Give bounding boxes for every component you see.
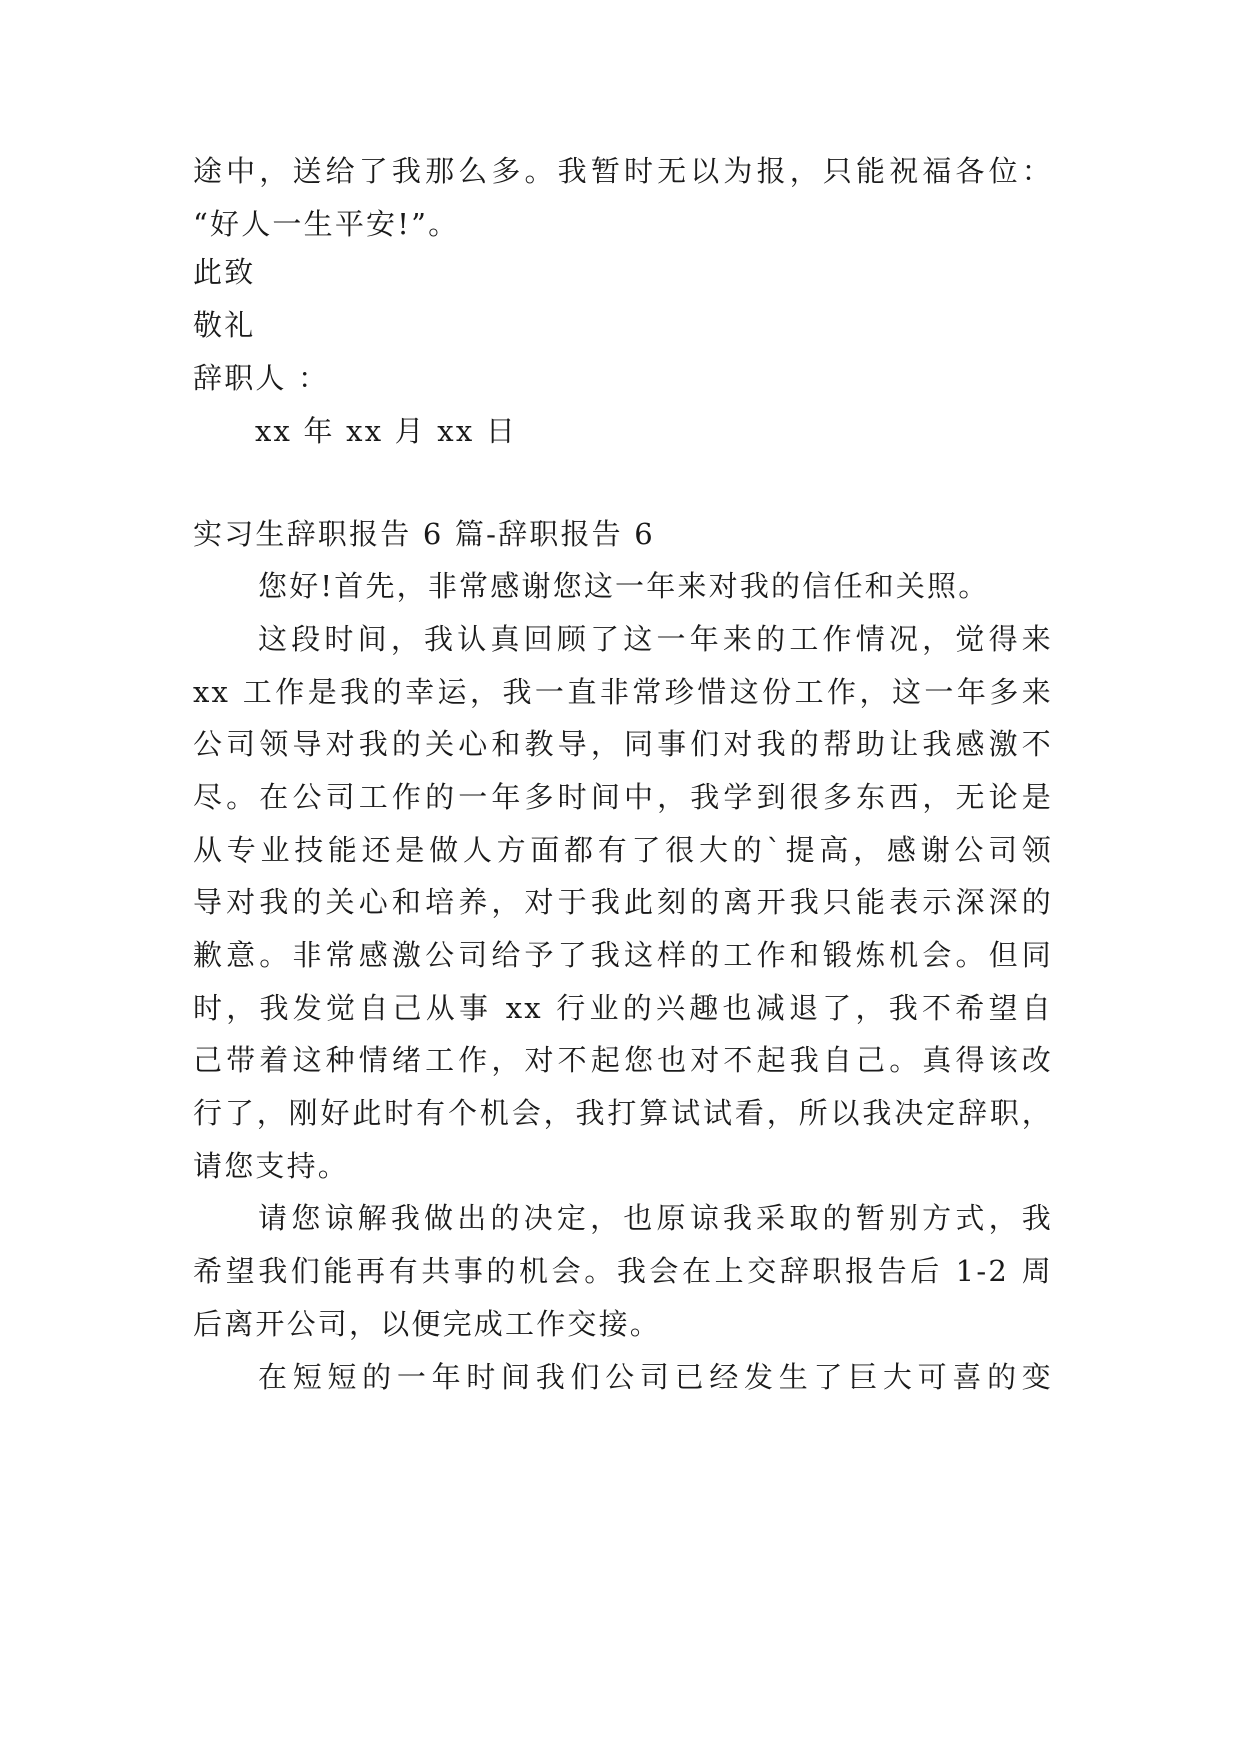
- text-line: 希望我们能再有共事的机会。我会在上交辞职报告后 1-2 周: [193, 1254, 1053, 1288]
- text-line: 后离开公司，以便完成工作交接。: [193, 1307, 662, 1341]
- text-line: 请您谅解我做出的决定，也原谅我采取的暂别方式，我: [258, 1201, 1053, 1235]
- text-line: 时，我发觉自己从事 xx 行业的兴趣也减退了，我不希望自: [193, 991, 1053, 1025]
- text-line: 在短短的一年时间我们公司已经发生了巨大可喜的变: [258, 1360, 1053, 1394]
- text-line: “好人一生平安!”。: [193, 207, 460, 241]
- text-line: 途中，送给了我那么多。我暂时无以为报，只能祝福各位：: [193, 154, 1053, 188]
- text-line: 尽。在公司工作的一年多时间中，我学到很多东西，无论是: [193, 780, 1053, 814]
- section-title: 实习生辞职报告 6 篇-辞职报告 6: [193, 517, 655, 551]
- text-line: xx 工作是我的幸运，我一直非常珍惜这份工作，这一年多来: [193, 675, 1053, 709]
- text-line: 这段时间，我认真回顾了这一年来的工作情况，觉得来: [258, 622, 1053, 656]
- text-line: 您好!首先，非常感谢您这一年来对我的信任和关照。: [258, 569, 990, 603]
- text-line: 公司领导对我的关心和教导，同事们对我的帮助让我感激不: [193, 727, 1053, 761]
- text-line: 己带着这种情绪工作，对不起您也对不起我自己。真得该改: [193, 1043, 1053, 1077]
- text-line: 从专业技能还是做人方面都有了很大的`提高，感谢公司领: [193, 833, 1053, 867]
- closing-salutation: 此致: [193, 255, 256, 289]
- letter-date: xx 年 xx 月 xx 日: [255, 414, 518, 448]
- text-line: 请您支持。: [193, 1149, 350, 1183]
- signer-label: 辞职人 ：: [193, 361, 330, 395]
- text-line: 歉意。非常感激公司给予了我这样的工作和锻炼机会。但同: [193, 938, 1053, 972]
- text-line: 行了，刚好此时有个机会，我打算试试看，所以我决定辞职，: [193, 1096, 1053, 1130]
- closing-salutation: 敬礼: [193, 308, 256, 342]
- text-line: 导对我的关心和培养，对于我此刻的离开我只能表示深深的: [193, 885, 1053, 919]
